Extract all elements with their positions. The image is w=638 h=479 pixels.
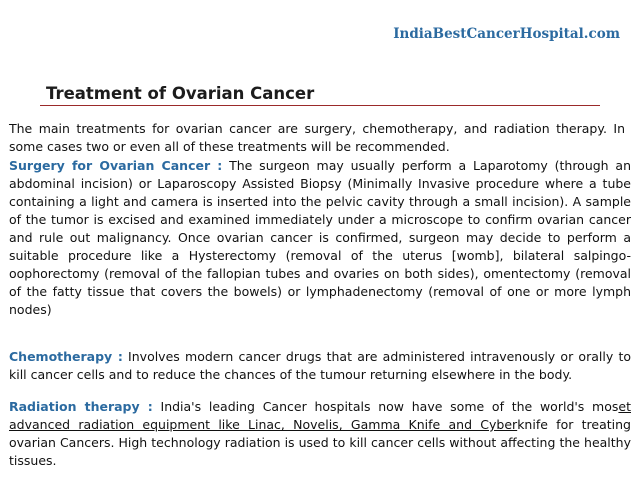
chemotherapy-text: Involves modern cancer drugs that are administered intravenously or orally to kill cancer cells and to reduce the chances of the tumour returning elsewhere in the body. — [9, 349, 632, 382]
radiation-heading: Radiation therapy : — [9, 399, 153, 414]
radiation-equipment-link[interactable]: et advanced radiation equipment like Linac, Novelis, Gamma Knife and Cyber — [9, 399, 631, 432]
page-title: Treatment of Ovarian Cancer — [46, 84, 315, 103]
surgery-heading: Surgery for Ovarian Cancer : — [9, 158, 223, 173]
surgery-text: The surgeon may usually perform a Laparotomy (through an abdominal incision) or Laparoscopy Assisted Biopsy (Minimally Invasive procedure where a tube containing a light and camera is inserted into the pelvic cavity through a small incision). A sample of the tumor is excised and examined immediately under a microscope to confirm ovarian cancer and rule out malignancy. Once ovarian cancer is confirmed, surgeon may decide to perform a suitable procedure like a Hysterectomy (removal of the uterus [womb], bilateral salpingo-oophorectomy (removal of the fallopian tubes and ovaries on both sides), omentectomy (removal of the fatty tissue that covers the bowels) or lymphadenectomy (removal of one or more lymph nodes) — [9, 158, 632, 317]
site-url[interactable]: IndiaBestCancerHospital.com — [393, 26, 620, 42]
radiation-text-before: India's leading Cancer hospitals now have some of the world's mos — [152, 399, 619, 414]
title-divider — [40, 105, 600, 106]
radiation-section — [9, 398, 631, 470]
chemotherapy-section — [9, 348, 631, 384]
intro-paragraph: The main treatments for ovarian cancer are surgery, chemotherapy, and radiation therapy. In some cases two or even all of these treatments will be recommended. — [9, 121, 625, 154]
surgery-section — [9, 157, 631, 319]
radiation-text-after: knife for treating ovarian Cancers. High technology radiation is used to kill cancer cells without affecting the healthy tissues. — [9, 417, 631, 468]
chemotherapy-heading: Chemotherapy : — [9, 349, 123, 364]
